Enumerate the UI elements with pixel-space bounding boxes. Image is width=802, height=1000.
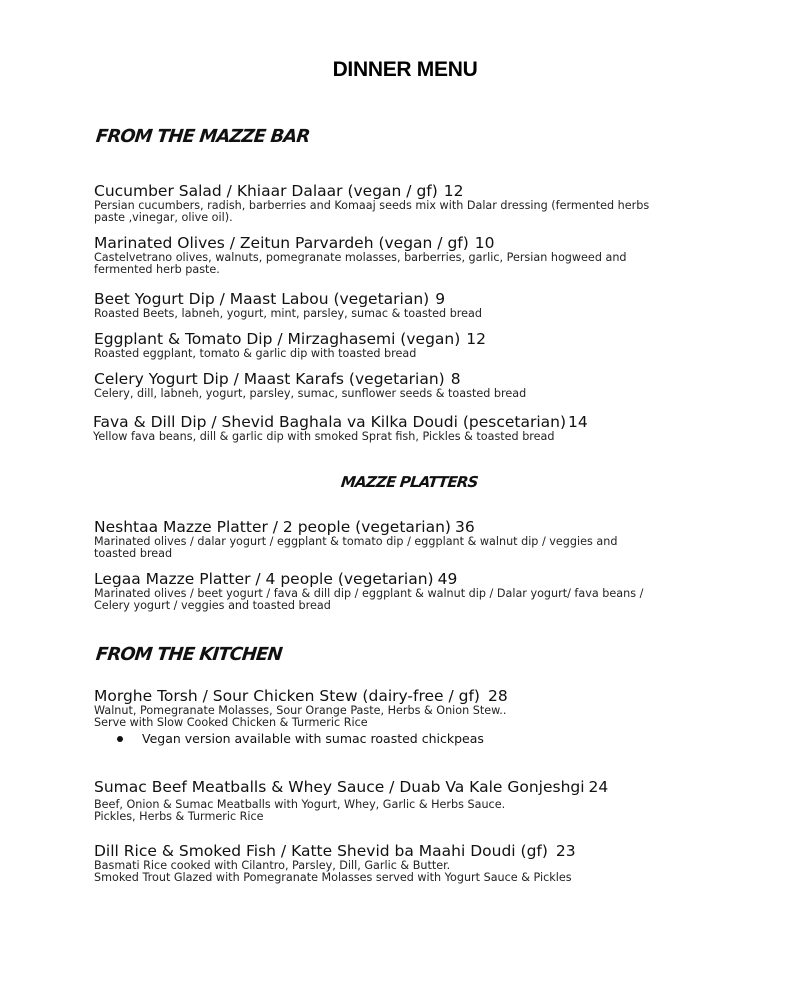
item-name: Fava & Dill Dip / Shevid Baghala va Kilka Doudi (pescetarian)	[93, 413, 567, 431]
item-title	[94, 687, 714, 705]
item-description-line-2: Celery yogurt / veggies and toasted bread	[94, 599, 331, 612]
menu-item-morghe-torsh	[94, 687, 714, 746]
section-heading-kitchen: FROM THE KITCHEN	[94, 644, 283, 665]
menu-item-cucumber-salad	[94, 182, 714, 224]
item-description-line-2: paste ,vinegar, olive oil).	[94, 211, 233, 224]
item-description: Marinated olives / beet yogurt / fava & dill dip / eggplant & walnut dip / Dalar yogurt/ fava beans /	[94, 587, 644, 600]
item-price: 49	[437, 570, 458, 588]
menu-item-eggplant-tomato-dip	[94, 330, 714, 360]
item-description: Persian cucumbers, radish, barberries and Komaaj seeds mix with Dalar dressing (fermented herbs	[94, 199, 650, 212]
item-description: Celery, dill, labneh, yogurt, parsley, sumac, sunflower seeds & toasted bread	[94, 387, 527, 400]
item-description: Roasted Beets, labneh, yogurt, mint, parsley, sumac & toasted bread	[94, 307, 482, 320]
item-price: 28	[487, 687, 508, 705]
item-title	[94, 370, 714, 388]
item-name: Cucumber Salad / Khiaar Dalaar (vegan / gf)	[94, 182, 438, 200]
item-description: Roasted eggplant, tomato & garlic dip with toasted bread	[94, 347, 417, 360]
item-title	[93, 413, 713, 431]
item-title	[94, 570, 714, 588]
item-price: 9	[435, 290, 446, 308]
item-name: Sumac Beef Meatballs & Whey Sauce / Duab Va Kale Gonjeshgi	[94, 778, 585, 796]
item-description-line-2: Pickles, Herbs & Turmeric Rice	[94, 810, 264, 823]
item-name: Marinated Olives / Zeitun Parvardeh (vegan / gf)	[94, 234, 469, 252]
vegan-option-note	[94, 731, 714, 746]
item-name: Beet Yogurt Dip / Maast Labou (vegetarian)	[94, 290, 430, 308]
menu-item-sumac-beef-meatballs	[94, 778, 714, 823]
menu-item-fava-dill-dip	[93, 413, 713, 443]
menu-item-celery-yogurt-dip	[94, 370, 714, 400]
item-price: 12	[443, 182, 464, 200]
item-title	[94, 290, 714, 308]
item-description: Yellow fava beans, dill & garlic dip with smoked Sprat fish, Pickles & toasted bread	[93, 430, 555, 443]
bullet-icon	[117, 736, 123, 742]
item-description: Beef, Onion & Sumac Meatballs with Yogurt, Whey, Garlic & Herbs Sauce.	[94, 798, 506, 811]
item-description-line-2: Serve with Slow Cooked Chicken & Turmeric Rice	[94, 716, 368, 729]
menu-item-marinated-olives	[94, 234, 714, 276]
item-title	[94, 234, 714, 252]
section-heading-mazze-platters: MAZZE PLATTERS	[340, 473, 479, 491]
item-name: Eggplant & Tomato Dip / Mirzaghasemi (vegan)	[94, 330, 461, 348]
item-description-line-2: toasted bread	[94, 547, 173, 560]
item-price: 10	[474, 234, 495, 252]
item-price: 12	[466, 330, 487, 348]
item-name: Legaa Mazze Platter / 4 people (vegetarian)	[94, 570, 434, 588]
item-title	[94, 182, 714, 200]
menu-item-beet-yogurt-dip	[94, 290, 714, 320]
item-name: Neshtaa Mazze Platter / 2 people (vegetarian)	[94, 518, 451, 536]
vegan-option-text: Vegan version available with sumac roasted chickpeas	[142, 731, 484, 746]
item-price: 14	[568, 413, 588, 431]
section-heading-mazze-bar: FROM THE MAZZE BAR	[94, 126, 311, 147]
item-description: Basmati Rice cooked with Cilantro, Parsley, Dill, Garlic & Butter.	[94, 859, 451, 872]
item-description: Castelvetrano olives, walnuts, pomegranate molasses, barberries, garlic, Persian hogweed and	[94, 251, 627, 264]
item-name: Dill Rice & Smoked Fish / Katte Shevid ba Maahi Doudi (gf)	[94, 842, 548, 860]
menu-item-dill-rice-smoked-fish	[94, 842, 714, 884]
item-description: Marinated olives / dalar yogurt / eggplant & tomato dip / eggplant & walnut dip / veggies and	[94, 535, 618, 548]
item-title	[94, 778, 714, 796]
page-title: DINNER MENU	[332, 58, 478, 81]
item-description-line-2: Smoked Trout Glazed with Pomegranate Molasses served with Yogurt Sauce & Pickles	[94, 871, 572, 884]
item-name: Morghe Torsh / Sour Chicken Stew (dairy-free / gf)	[94, 687, 480, 705]
item-price: 23	[555, 842, 576, 860]
item-title	[94, 842, 714, 860]
item-name: Celery Yogurt Dip / Maast Karafs (vegetarian)	[94, 370, 445, 388]
menu-item-legaa-platter	[94, 570, 714, 612]
item-description-line-2: fermented herb paste.	[94, 263, 220, 276]
menu-item-neshtaa-platter	[94, 518, 714, 560]
item-title	[94, 518, 714, 536]
item-price: 8	[450, 370, 461, 388]
item-price: 36	[454, 518, 475, 536]
item-price: 24	[588, 778, 609, 796]
item-title	[94, 330, 714, 348]
item-description: Walnut, Pomegranate Molasses, Sour Orange Paste, Herbs & Onion Stew..	[94, 704, 507, 717]
